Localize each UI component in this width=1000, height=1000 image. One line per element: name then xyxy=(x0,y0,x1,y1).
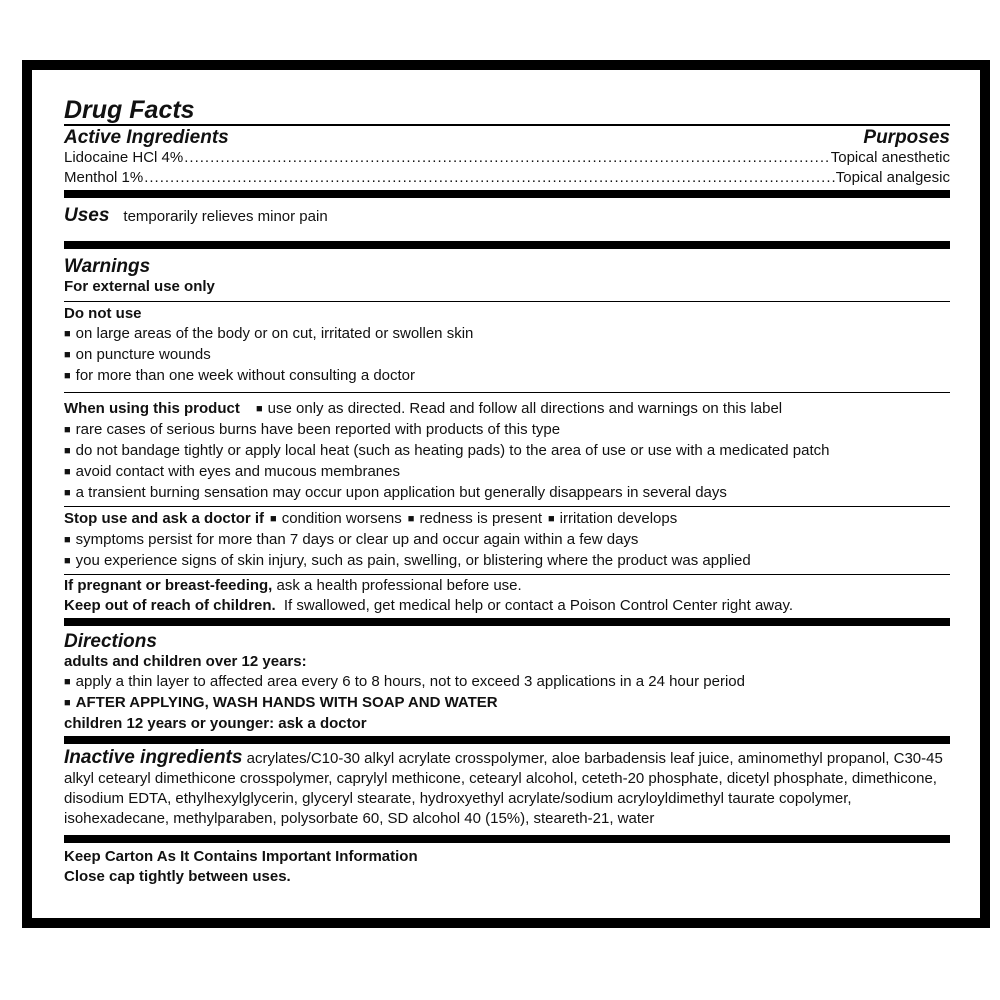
directions-wash: ■ AFTER APPLYING, WASH HANDS WITH SOAP AND WATER xyxy=(64,693,950,714)
stop-use-inline-item: ■ redness is present xyxy=(402,510,542,527)
divider xyxy=(64,835,950,843)
warning-item: ■ a transient burning sensation may occur upon application but generally disappears in several days xyxy=(64,483,950,504)
do-not-use-section xyxy=(64,302,950,387)
pregnant-section xyxy=(64,575,950,616)
do-not-use-heading: Do not use xyxy=(64,305,142,322)
stop-use-heading: Stop use and ask a doctor if xyxy=(64,510,265,527)
stop-use-section xyxy=(64,507,950,572)
warning-item: ■ on puncture wounds xyxy=(64,345,950,366)
pregnant-bold: If pregnant or breast-feeding, xyxy=(64,577,273,594)
active-ingredients-heading: Active Ingredients xyxy=(64,127,229,148)
ingredient-name: Menthol 1% xyxy=(64,169,144,186)
footer-line-2: Close cap tightly between uses. xyxy=(64,868,291,885)
divider xyxy=(64,241,950,249)
warning-item: ■ avoid contact with eyes and mucous membranes xyxy=(64,462,950,483)
pregnant-text: ask a health professional before use. xyxy=(276,577,522,594)
ingredient-purpose: Topical analgesic xyxy=(835,169,950,186)
warning-item: ■ on large areas of the body or on cut, irritated or swollen skin xyxy=(64,324,950,345)
dot-leader xyxy=(144,168,835,188)
footer-line-1: Keep Carton As It Contains Important Information xyxy=(64,848,418,865)
keep-out-bold: Keep out of reach of children. xyxy=(64,597,276,614)
stop-use-inline-item: ■ condition worsens xyxy=(264,510,402,527)
stop-use-inline-item: ■ irritation develops xyxy=(542,510,677,527)
directions-section xyxy=(64,626,950,734)
divider xyxy=(64,124,950,126)
inactive-ingredients-text: acrylates/C10-30 alkyl acrylate crosspolymer, aloe barbadensis leaf juice, aminomethyl propanol, C30-45 alkyl cetearyl dimethicone crosspolymer, caprylyl methicone, cetearyl alcohol, ceteth-20 phosphate, dicetyl phosphate, dimethicone, disodium EDTA, ethylhexylglycerin, glyceryl stearate, hydroxyethyl acrylate/sodium acryloyldimethyl taurate copolymer, isohexadecane, methylparaben, polysorbate 60, SD alcohol 40 (15%), steareth-21, water xyxy=(64,750,943,827)
ingredient-purpose: Topical anesthetic xyxy=(830,149,950,166)
drug-facts-title: Drug Facts xyxy=(64,96,195,124)
directions-apply: ■ apply a thin layer to affected area every 6 to 8 hours, not to exceed 3 applications in a 24 hour period xyxy=(64,672,950,693)
ingredient-name: Lidocaine HCl 4% xyxy=(64,149,184,166)
divider xyxy=(64,618,950,626)
when-using-first: ■ use only as directed. Read and follow all directions and warnings on this label xyxy=(250,400,782,417)
uses-text: temporarily relieves minor pain xyxy=(123,208,328,225)
divider xyxy=(64,736,950,744)
external-use-text: For external use only xyxy=(64,278,215,295)
keep-out-text: If swallowed, get medical help or contact a Poison Control Center right away. xyxy=(283,597,794,614)
active-ingredients-header xyxy=(64,128,950,148)
drug-facts-frame xyxy=(22,60,990,928)
purposes-heading: Purposes xyxy=(863,127,950,148)
when-using-heading: When using this product xyxy=(64,400,240,417)
footer-section xyxy=(64,843,950,887)
inactive-ingredients-heading: Inactive ingredients xyxy=(64,747,243,768)
warning-item: ■ symptoms persist for more than 7 days or clear up and occur again within a few days xyxy=(64,530,950,551)
divider xyxy=(64,190,950,198)
directions-adults: adults and children over 12 years: xyxy=(64,653,307,670)
directions-heading: Directions xyxy=(64,631,157,652)
active-ingredient-row xyxy=(64,168,950,190)
when-using-section xyxy=(64,393,950,504)
warning-item: ■ rare cases of serious burns have been reported with products of this type xyxy=(64,420,950,441)
uses-section xyxy=(64,198,950,235)
warnings-section xyxy=(64,249,950,297)
warning-item: ■ for more than one week without consulting a doctor xyxy=(64,366,950,387)
uses-heading: Uses xyxy=(64,205,110,226)
directions-children: children 12 years or younger: ask a doctor xyxy=(64,715,367,732)
inactive-ingredients-section xyxy=(64,744,950,829)
warning-item: ■ do not bandage tightly or apply local heat (such as heating pads) to the area of use or use with a medicated patch xyxy=(64,441,950,462)
warning-item: ■ you experience signs of skin injury, such as pain, swelling, or blistering where the product was applied xyxy=(64,551,950,572)
active-ingredient-row xyxy=(64,148,950,168)
drug-facts-panel xyxy=(64,96,950,887)
dot-leader xyxy=(184,148,830,168)
warnings-heading: Warnings xyxy=(64,256,151,277)
